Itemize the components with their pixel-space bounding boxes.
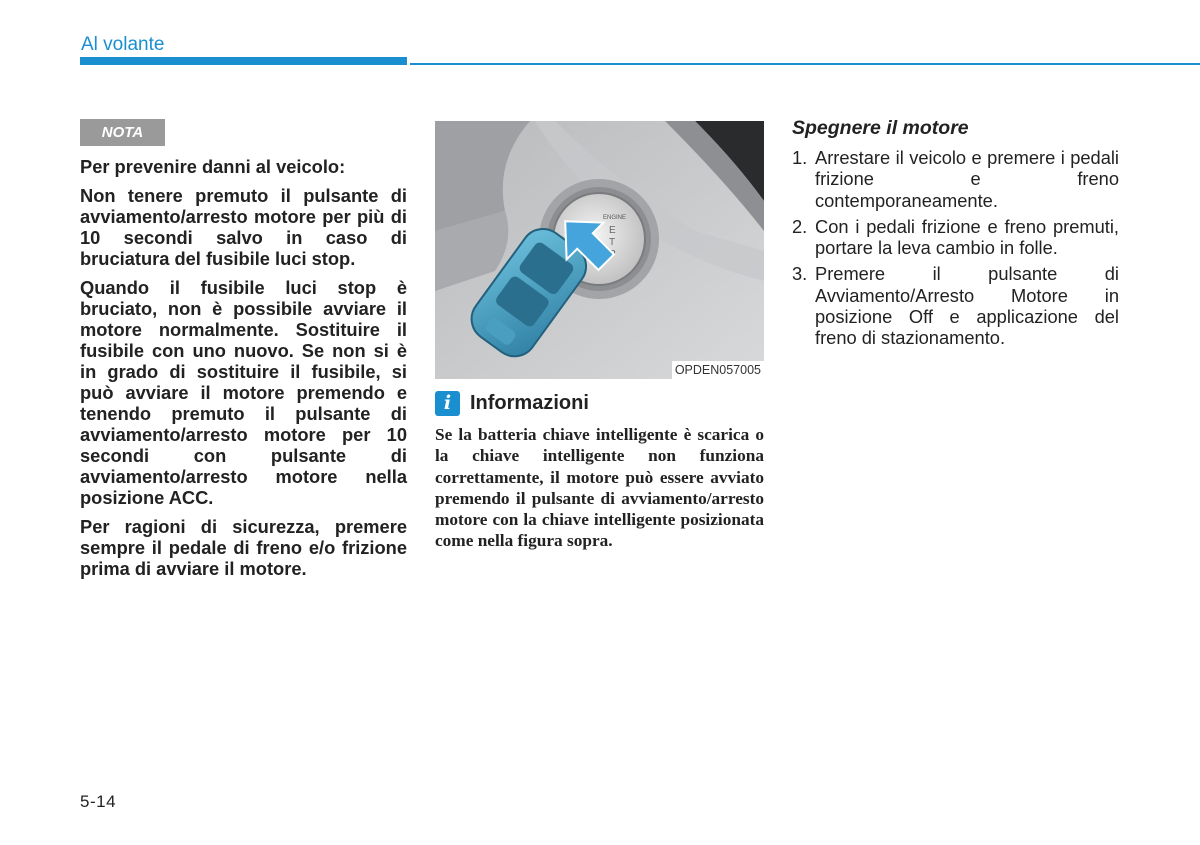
step-text: Con i pedali frizione e freno premuti, portare la leva cambio in folle. — [815, 215, 1119, 259]
step-text: Premere il pulsante di Avviamento/Arresto Motore in posizione Off e applicazione del freno di stazionamento. — [815, 263, 1119, 349]
engine-off-steps — [792, 147, 1119, 349]
page-number: 5-14 — [80, 792, 117, 811]
nota-paragraph: Non tenere premuto il pulsante di avviamento/arresto motore per più di 10 secondi salvo in caso di bruciatura del fusibile luci stop. — [80, 185, 407, 269]
nota-paragraph: Per prevenire danni al veicolo: — [80, 156, 346, 177]
engine-off-heading: Spegnere il motore — [792, 117, 969, 139]
info-title: Informazioni — [470, 392, 589, 414]
info-icon: i — [435, 391, 460, 416]
svg-text:ENGINE: ENGINE — [603, 215, 627, 221]
section-title: Al volante — [81, 34, 165, 55]
step-item — [792, 263, 1119, 348]
step-number: 3. — [792, 263, 808, 285]
step-number: 2. — [792, 215, 808, 237]
header-rule-thick — [80, 57, 407, 65]
nota-paragraph: Quando il fusibile luci stop è bruciato, non è possibile avviare il motore normalmente. Sostituire il fusibile con uno nuovo. Se non si è in grado di sostituire il fusibile, si può avviare il motore premendo e tenendo premuto il pulsante di avviamento/arresto motore per 10 secondi con pulsante di avviamento/arresto motore nella posizione ACC. — [80, 277, 407, 508]
instructions-column — [792, 117, 1119, 354]
dashboard-illustration — [435, 121, 764, 379]
nota-badge: NOTA — [80, 119, 165, 146]
svg-text:T: T — [609, 237, 616, 248]
step-item — [792, 147, 1119, 211]
step-item — [792, 216, 1119, 259]
header-rule-thin — [410, 63, 1200, 65]
step-number: 1. — [792, 147, 808, 168]
info-text: Se la batteria chiave intelligente è scarica o la chiave intelligente non funziona correttamente, il motore può essere avviato premendo il pulsante di avviamento/arresto motore con la chiave intelligente posizionata come nella figura sopra. — [435, 425, 764, 551]
smart-key-figure — [435, 121, 764, 379]
figure-code: OPDEN057005 — [672, 361, 764, 379]
step-text: Arrestare il veicolo e premere i pedali frizione e freno contemporaneamente. — [815, 147, 1119, 211]
figure-column — [435, 121, 764, 552]
svg-text:E: E — [609, 225, 616, 236]
info-header — [435, 391, 764, 416]
nota-paragraph: Per ragioni di sicurezza, premere sempre il pedale di freno e/o frizione prima di avviare il motore. — [80, 516, 407, 579]
nota-column — [80, 119, 407, 579]
